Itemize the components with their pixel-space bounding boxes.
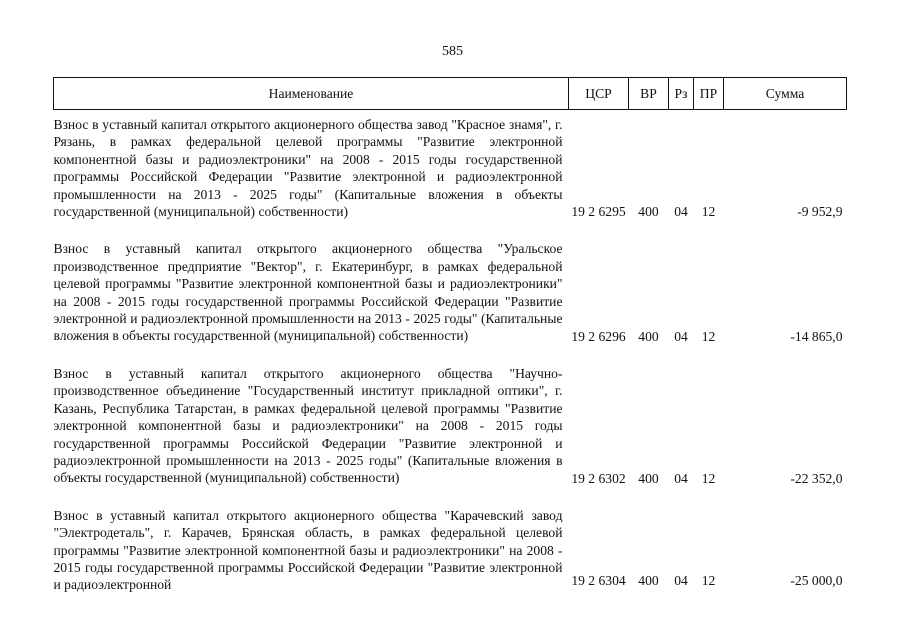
row-vr: 400 [638, 572, 659, 588]
row-rz: 04 [674, 328, 688, 344]
row-csr: 19 2 6295 [571, 204, 626, 220]
row-vr: 400 [638, 204, 659, 220]
header-name: Наименование [54, 78, 569, 110]
row-rz: 04 [674, 204, 688, 220]
row-csr: 19 2 6302 [571, 470, 626, 486]
row-rz: 04 [674, 572, 688, 588]
table-row [54, 240, 847, 364]
page-number: 585 [442, 44, 463, 59]
table-row [54, 110, 847, 241]
row-vr: 400 [638, 328, 659, 344]
row-vr: 400 [638, 470, 659, 486]
row-name: Взнос в уставный капитал открытого акционерного общества завод "Красное знамя", г. Рязань, в рамках федеральной целевой программы "Развитие электронной компонентной базы и радиоэлектроники" на 2008 - 2015 годы государственной программы Российской Федерации "Развитие электронной и радиоэлектронной промышленности на 2013 - 2025 годы" (Капитальные вложения в объекты государственной (муниципальной) собственности) [53, 117, 563, 220]
row-csr: 19 2 6296 [571, 328, 626, 344]
table-header [54, 78, 847, 110]
table-row [54, 507, 847, 594]
row-pr: 12 [701, 328, 716, 344]
row-pr: 12 [701, 572, 716, 588]
header-pr: ПР [694, 78, 724, 110]
row-name: Взнос в уставный капитал открытого акционерного общества "Уральское производственное предприятие "Вектор", г. Екатеринбург, в рамках федеральной целевой программы "Развитие электронной компонентной базы и радиоэлектроники" на 2008 - 2015 годы государственной программы Российской Федерации "Развитие электронной и радиоэлектронной промышленности на 2013 - 2025 годы" (Капитальные вложения в объекты государственной (муниципальной) собственности) [53, 241, 563, 344]
row-rz: 04 [674, 470, 688, 486]
table-row [54, 365, 847, 507]
row-name: Взнос в уставный капитал открытого акционерного общества "Научно-производственное объединение "Государственный институт прикладной оптики", г. Казань, Республика Татарстан, в рамках федеральной целевой программы "Развитие электронной компонентной базы и радиоэлектроники" на 2008 - 2015 годы государственной программы Российской Федерации "Развитие электронной и радиоэлектронной промышленности на 2013 - 2025 годы" (Капитальные вложения в объекты государственной (муниципальной) собственности) [53, 365, 563, 486]
header-csr: ЦСР [569, 78, 629, 110]
header-vr: ВР [629, 78, 669, 110]
row-sum: -25 000,0 [790, 572, 843, 588]
budget-table [53, 77, 847, 594]
row-sum: -9 952,9 [797, 204, 843, 220]
row-sum: -14 865,0 [790, 328, 843, 344]
header-rz: Рз [669, 78, 694, 110]
header-sum: Сумма [724, 78, 847, 110]
row-pr: 12 [701, 470, 716, 486]
row-pr: 12 [701, 204, 716, 220]
row-csr: 19 2 6304 [571, 572, 626, 588]
row-name: Взнос в уставный капитал открытого акционерного общества "Карачевский завод "Электродеталь", г. Карачев, Брянская область, в рамках федеральной целевой программы "Развитие электронной компонентной базы и радиоэлектроники" на 2008 - 2015 годы государственной программы Российской Федерации "Развитие электронной и радиоэлектронной [53, 507, 563, 593]
row-sum: -22 352,0 [790, 470, 843, 486]
